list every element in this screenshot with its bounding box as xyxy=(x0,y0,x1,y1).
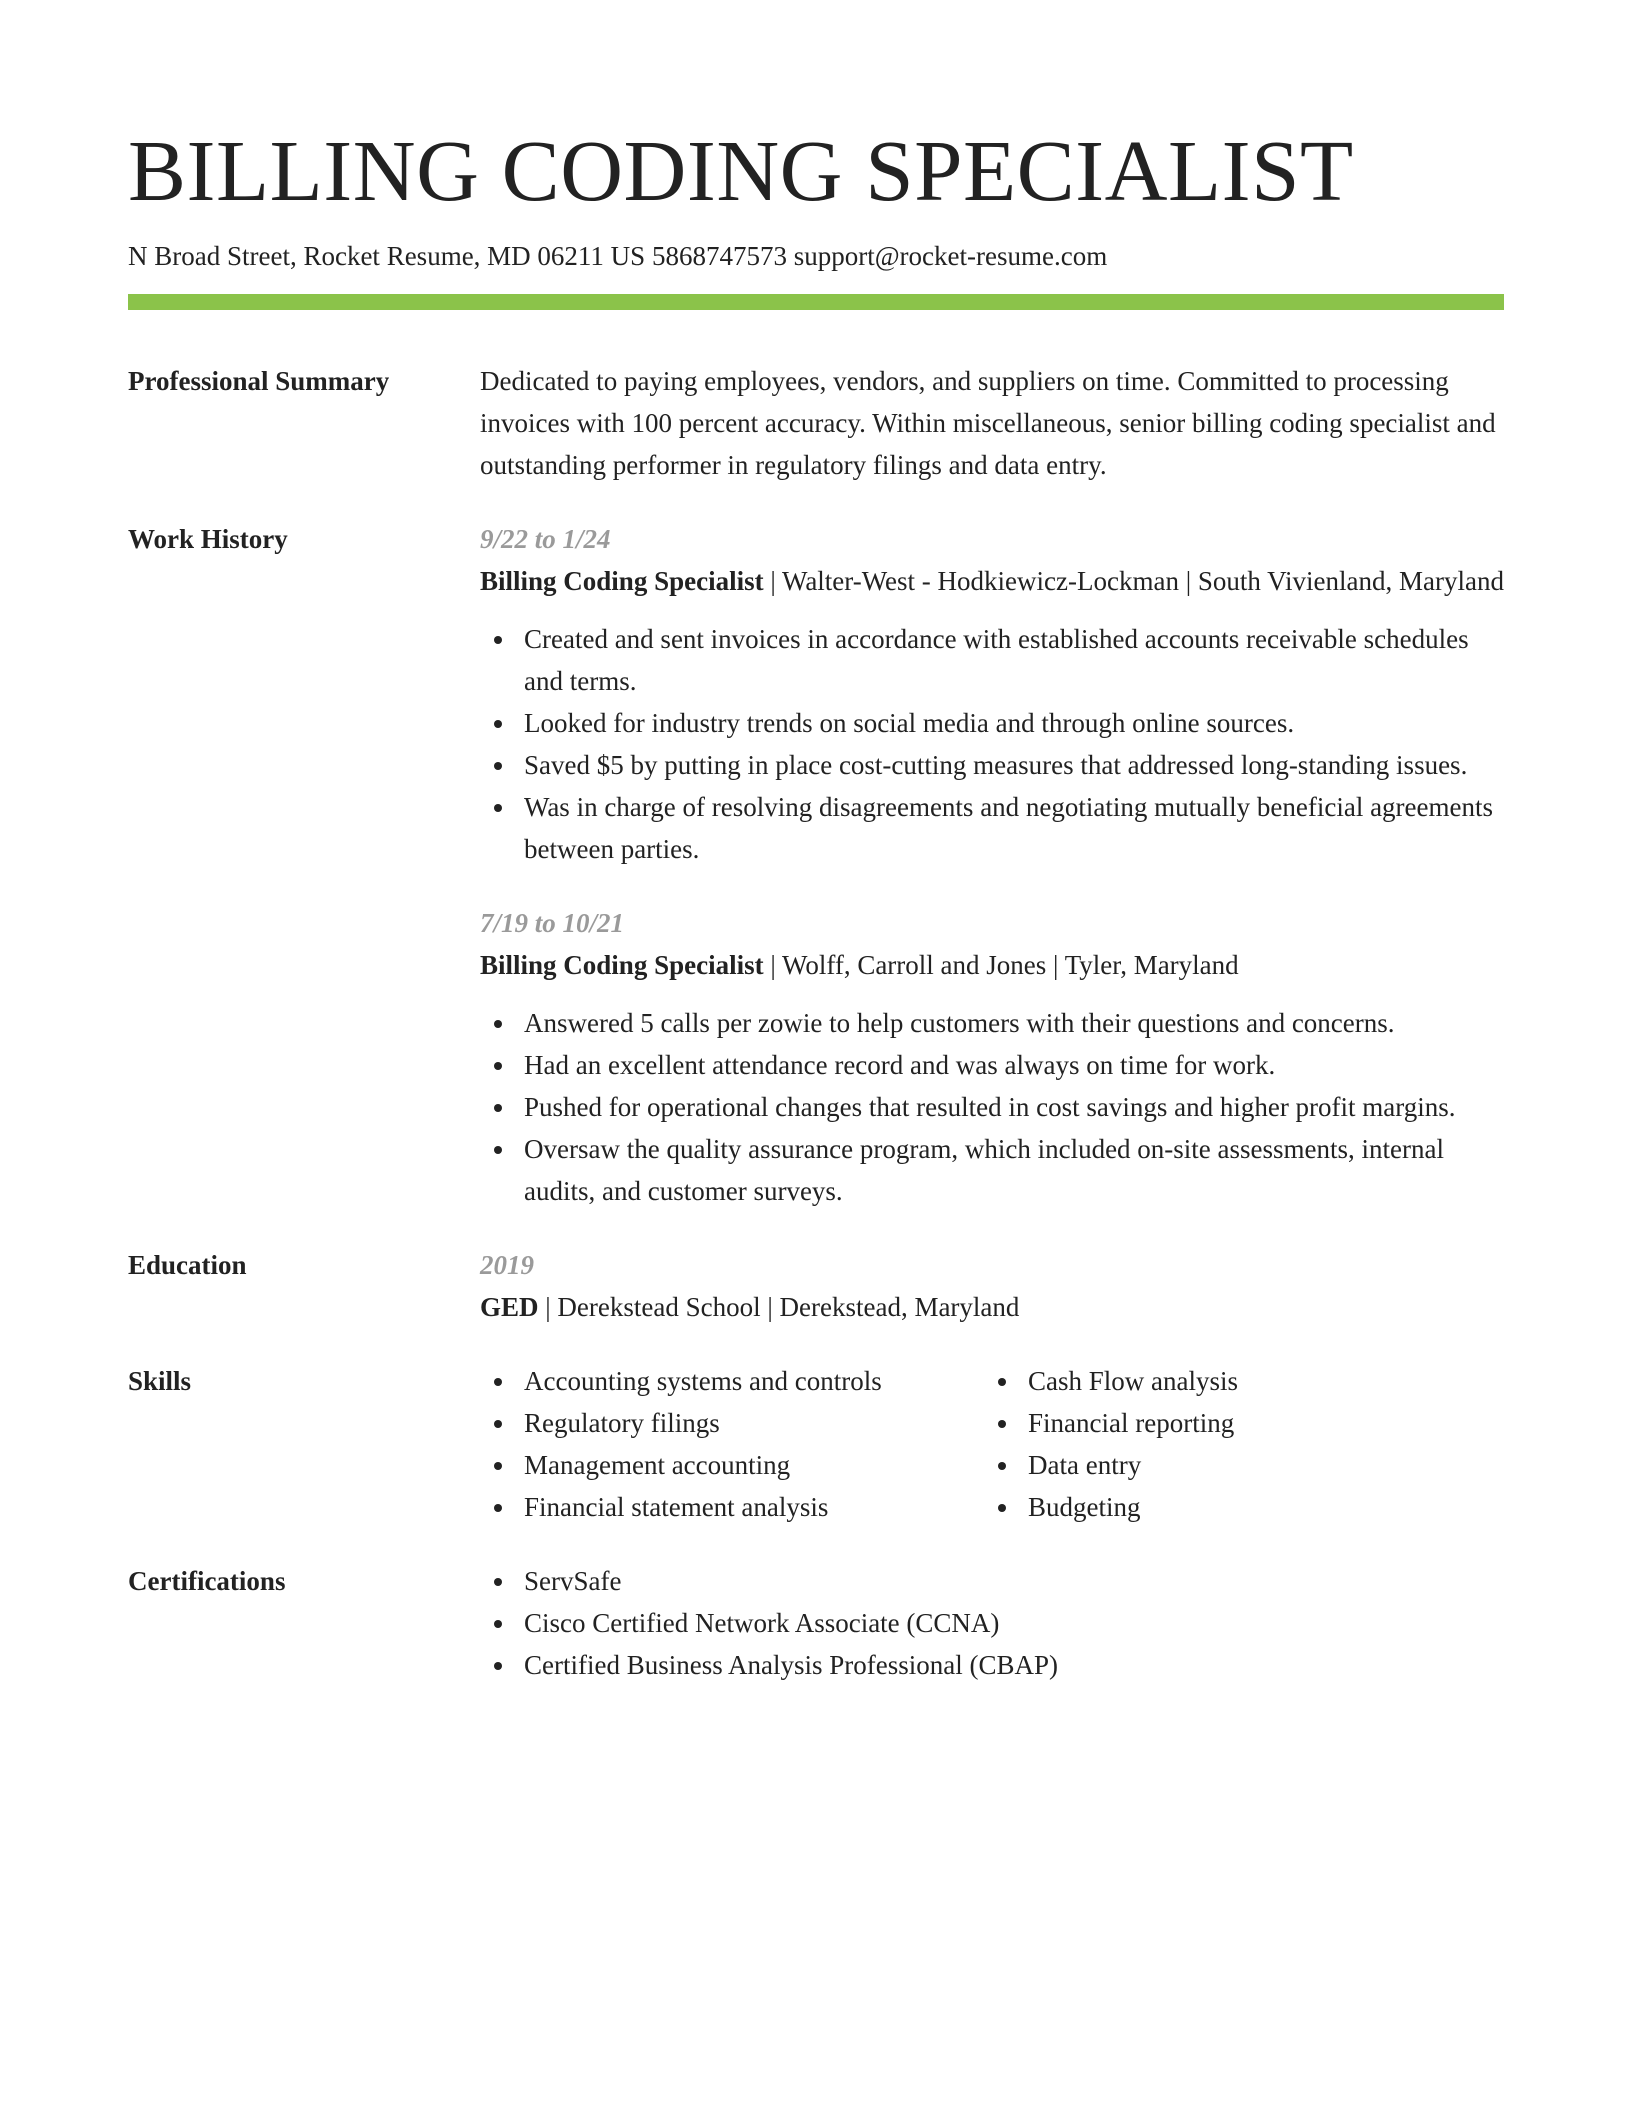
list-item: Financial statement analysis xyxy=(480,1486,984,1528)
list-item: Accounting systems and controls xyxy=(480,1360,984,1402)
list-item: Data entry xyxy=(984,1444,1238,1486)
list-item: Saved $5 by putting in place cost-cutting measures that addressed long-standing issues. xyxy=(480,744,1504,786)
education-degree: GED xyxy=(480,1292,539,1322)
section-label-summary: Professional Summary xyxy=(128,366,390,396)
education-line xyxy=(480,1286,1504,1328)
list-item: Financial reporting xyxy=(984,1402,1238,1444)
skills-column-1 xyxy=(480,1360,984,1528)
job-title: Billing Coding Specialist xyxy=(480,566,764,596)
section-label-education: Education xyxy=(128,1250,247,1280)
list-item: Was in charge of resolving disagreements and negotiating mutually beneficial agreements between parties. xyxy=(480,786,1504,870)
skills-column-2 xyxy=(984,1360,1238,1528)
list-item: Created and sent invoices in accordance with established accounts receivable schedules and terms. xyxy=(480,618,1504,702)
section-certifications xyxy=(128,1560,1504,1686)
education-details: | Derekstead School | Derekstead, Maryland xyxy=(538,1292,1020,1322)
list-item: Oversaw the quality assurance program, which included on-site assessments, internal audits, and customer surveys. xyxy=(480,1128,1504,1212)
list-item: Had an excellent attendance record and was always on time for work. xyxy=(480,1044,1504,1086)
certifications-list xyxy=(480,1560,1504,1686)
section-work-history xyxy=(128,518,1504,1212)
section-education xyxy=(128,1244,1504,1328)
list-item: Cisco Certified Network Associate (CCNA) xyxy=(480,1602,1504,1644)
list-item: Answered 5 calls per zowie to help customers with their questions and concerns. xyxy=(480,1002,1504,1044)
job-title: Billing Coding Specialist xyxy=(480,950,764,980)
list-item: Regulatory filings xyxy=(480,1402,984,1444)
list-item: Pushed for operational changes that resulted in cost savings and higher profit margins. xyxy=(480,1086,1504,1128)
education-year: 2019 xyxy=(480,1250,534,1280)
list-item: ServSafe xyxy=(480,1560,1504,1602)
job-dates: 9/22 to 1/24 xyxy=(480,524,611,554)
job-dates: 7/19 to 10/21 xyxy=(480,908,625,938)
section-summary xyxy=(128,360,1504,486)
job-details: | Walter-West - Hodkiewicz-Lockman | South Vivienland, Maryland xyxy=(763,566,1504,596)
contact-line: N Broad Street, Rocket Resume, MD 06211 US 5868747573 support@rocket-resume.com xyxy=(128,241,1108,271)
list-item: Looked for industry trends on social media and through online sources. xyxy=(480,702,1504,744)
list-item: Management accounting xyxy=(480,1444,984,1486)
job-title-line xyxy=(480,944,1504,986)
job-bullets xyxy=(480,618,1504,870)
resume-name: BILLING CODING SPECIALIST xyxy=(128,122,1354,219)
section-skills xyxy=(128,1360,1504,1528)
job-bullets xyxy=(480,1002,1504,1212)
resume-page xyxy=(128,118,1504,1686)
section-label-skills: Skills xyxy=(128,1366,192,1396)
list-item: Budgeting xyxy=(984,1486,1238,1528)
job-title-line xyxy=(480,560,1504,602)
list-item: Cash Flow analysis xyxy=(984,1360,1238,1402)
list-item: Certified Business Analysis Professional (CBAP) xyxy=(480,1644,1504,1686)
job-entry xyxy=(480,518,1504,870)
section-label-work: Work History xyxy=(128,524,288,554)
job-details: | Wolff, Carroll and Jones | Tyler, Maryland xyxy=(763,950,1239,980)
header-divider xyxy=(128,294,1504,310)
section-label-certifications: Certifications xyxy=(128,1566,286,1596)
job-entry xyxy=(480,902,1504,1212)
summary-text: Dedicated to paying employees, vendors, and suppliers on time. Committed to processing invoices with 100 percent accuracy. Within miscellaneous, senior billing coding specialist and outstanding performer in regulatory filings and data entry. xyxy=(480,366,1496,480)
